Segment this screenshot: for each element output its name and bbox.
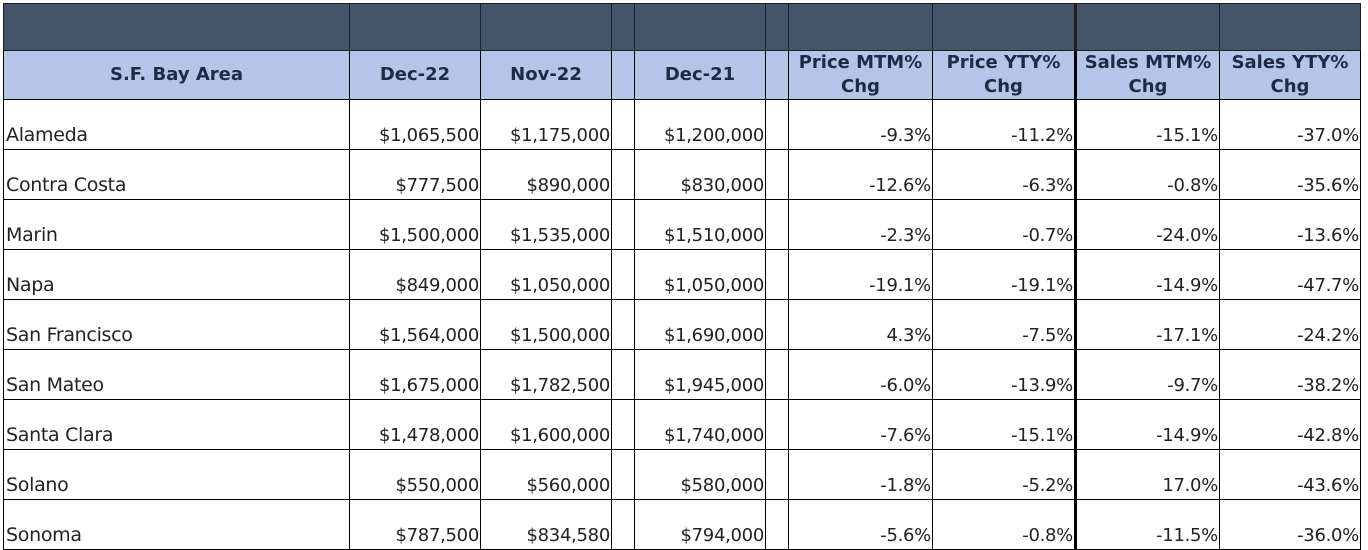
spacer-cell: [612, 500, 635, 550]
cell-nov22: $890,000: [481, 150, 612, 200]
cell-price-mtm: -5.6%: [789, 500, 933, 550]
cell-sales-mtm: -11.5%: [1076, 500, 1220, 550]
cell-nov22: $1,500,000: [481, 300, 612, 350]
cell-dec22: $1,564,000: [350, 300, 481, 350]
cell-dec21: $1,945,000: [635, 350, 766, 400]
table-row: [4, 300, 1361, 350]
spacer-cell: [766, 400, 789, 450]
spacer-cell: [612, 200, 635, 250]
header-nov22: Nov-22: [481, 51, 612, 100]
table-row: [4, 350, 1361, 400]
cell-area: Contra Costa: [4, 150, 350, 200]
cell-area: San Mateo: [4, 350, 350, 400]
spacer-cell: [766, 51, 789, 100]
cell-dec22: $1,065,500: [350, 100, 481, 150]
cell-dec22: $1,500,000: [350, 200, 481, 250]
cell-dec21: $580,000: [635, 450, 766, 500]
cell-price-yty: -0.8%: [933, 500, 1076, 550]
cell-sales-mtm: -15.1%: [1076, 100, 1220, 150]
spacer-cell: [612, 450, 635, 500]
header-dec22: Dec-22: [350, 51, 481, 100]
cell-sales-yty: -36.0%: [1220, 500, 1361, 550]
cell-price-yty: -13.9%: [933, 350, 1076, 400]
spacer-cell: [766, 150, 789, 200]
median-price-table: [3, 3, 1361, 550]
cell-sales-mtm: -14.9%: [1076, 400, 1220, 450]
cell-sales-yty: -35.6%: [1220, 150, 1361, 200]
cell-price-yty: -7.5%: [933, 300, 1076, 350]
cell-price-yty: -5.2%: [933, 450, 1076, 500]
cell-sales-yty: -38.2%: [1220, 350, 1361, 400]
column-header-row: [4, 51, 1361, 100]
cell-price-yty: -0.7%: [933, 200, 1076, 250]
spacer-cell: [612, 400, 635, 450]
cell-nov22: $1,782,500: [481, 350, 612, 400]
cell-dec22: $777,500: [350, 150, 481, 200]
cell-sales-mtm: -14.9%: [1076, 250, 1220, 300]
cell-area: Marin: [4, 200, 350, 250]
cell-nov22: $834,580: [481, 500, 612, 550]
spacer-cell: [612, 100, 635, 150]
header-band: [4, 4, 1361, 51]
table-row: [4, 400, 1361, 450]
cell-sales-yty: -42.8%: [1220, 400, 1361, 450]
cell-dec22: $849,000: [350, 250, 481, 300]
header-dec21: Dec-21: [635, 51, 766, 100]
cell-price-mtm: -2.3%: [789, 200, 933, 250]
cell-area: Solano: [4, 450, 350, 500]
cell-sales-mtm: -24.0%: [1076, 200, 1220, 250]
header-sales-yty: Sales YTY% Chg: [1220, 51, 1361, 100]
spacer-cell: [612, 300, 635, 350]
cell-area: Sonoma: [4, 500, 350, 550]
spacer-cell: [766, 100, 789, 150]
spacer-cell: [766, 450, 789, 500]
header-price-mtm: Price MTM% Chg: [789, 51, 933, 100]
cell-price-yty: -11.2%: [933, 100, 1076, 150]
cell-nov22: $1,050,000: [481, 250, 612, 300]
table-row: [4, 200, 1361, 250]
cell-nov22: $1,535,000: [481, 200, 612, 250]
table-row: [4, 150, 1361, 200]
cell-price-mtm: -19.1%: [789, 250, 933, 300]
cell-sales-mtm: 17.0%: [1076, 450, 1220, 500]
cell-sales-yty: -24.2%: [1220, 300, 1361, 350]
table-row: [4, 250, 1361, 300]
cell-area: Santa Clara: [4, 400, 350, 450]
table-row: [4, 500, 1361, 550]
cell-area: Alameda: [4, 100, 350, 150]
cell-dec21: $1,050,000: [635, 250, 766, 300]
table-body: [4, 100, 1361, 550]
cell-area: Napa: [4, 250, 350, 300]
cell-dec22: $1,478,000: [350, 400, 481, 450]
cell-dec21: $1,510,000: [635, 200, 766, 250]
cell-price-mtm: -6.0%: [789, 350, 933, 400]
cell-dec22: $1,675,000: [350, 350, 481, 400]
table-row: [4, 100, 1361, 150]
spacer-cell: [766, 250, 789, 300]
cell-dec21: $794,000: [635, 500, 766, 550]
cell-sales-yty: -47.7%: [1220, 250, 1361, 300]
spacer-cell: [766, 350, 789, 400]
cell-dec22: $787,500: [350, 500, 481, 550]
cell-price-mtm: -7.6%: [789, 400, 933, 450]
cell-sales-mtm: -0.8%: [1076, 150, 1220, 200]
cell-sales-mtm: -9.7%: [1076, 350, 1220, 400]
spacer-cell: [612, 51, 635, 100]
cell-dec21: $1,200,000: [635, 100, 766, 150]
cell-price-mtm: 4.3%: [789, 300, 933, 350]
table-row: [4, 450, 1361, 500]
spacer-cell: [612, 250, 635, 300]
cell-dec22: $550,000: [350, 450, 481, 500]
spacer-cell: [612, 350, 635, 400]
cell-price-yty: -19.1%: [933, 250, 1076, 300]
cell-sales-yty: -13.6%: [1220, 200, 1361, 250]
spacer-cell: [766, 500, 789, 550]
cell-price-mtm: -9.3%: [789, 100, 933, 150]
cell-dec21: $1,690,000: [635, 300, 766, 350]
cell-sales-yty: -43.6%: [1220, 450, 1361, 500]
cell-price-mtm: -12.6%: [789, 150, 933, 200]
spacer-cell: [766, 200, 789, 250]
header-price-yty: Price YTY% Chg: [933, 51, 1076, 100]
spacer-cell: [612, 150, 635, 200]
header-area: S.F. Bay Area: [4, 51, 350, 100]
cell-dec21: $830,000: [635, 150, 766, 200]
cell-nov22: $560,000: [481, 450, 612, 500]
cell-price-yty: -6.3%: [933, 150, 1076, 200]
cell-area: San Francisco: [4, 300, 350, 350]
spacer-cell: [766, 300, 789, 350]
cell-sales-yty: -37.0%: [1220, 100, 1361, 150]
cell-price-mtm: -1.8%: [789, 450, 933, 500]
header-sales-mtm: Sales MTM% Chg: [1076, 51, 1220, 100]
cell-sales-mtm: -17.1%: [1076, 300, 1220, 350]
cell-nov22: $1,175,000: [481, 100, 612, 150]
cell-dec21: $1,740,000: [635, 400, 766, 450]
cell-nov22: $1,600,000: [481, 400, 612, 450]
cell-price-yty: -15.1%: [933, 400, 1076, 450]
